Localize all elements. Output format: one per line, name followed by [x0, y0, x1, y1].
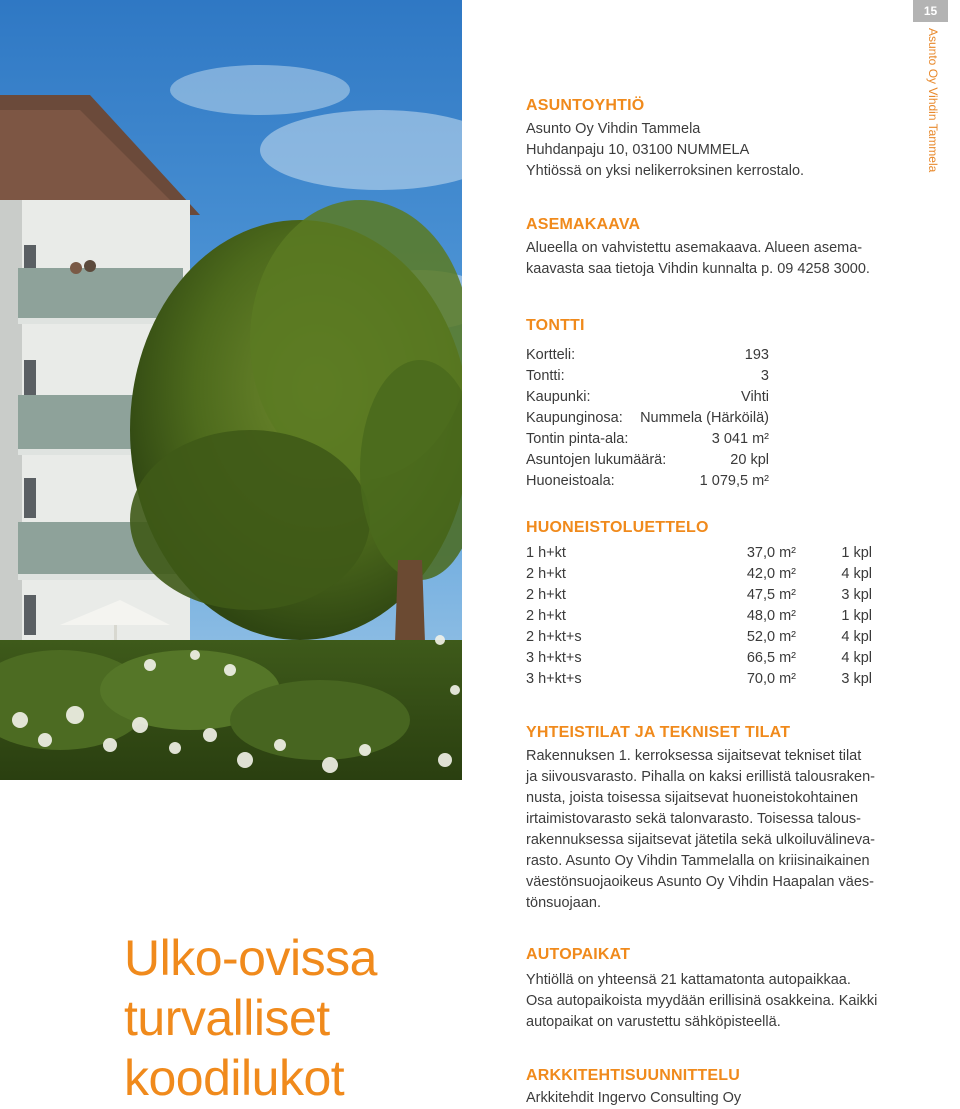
fact-label: Kaupunginosa:: [526, 410, 623, 426]
text-line: Asunto Oy Vihdin Tammela: [526, 121, 701, 137]
apartment-type: 2 h+kt+s: [526, 629, 582, 645]
text-line: irtaimistovarasto sekä talonvarasto. Toisessa talous-: [526, 811, 861, 827]
text-line: rasto. Asunto Oy Vihdin Tammelalla on kriisinaikainen: [526, 853, 870, 869]
apartment-count: 4 kpl: [841, 566, 872, 582]
apartment-count: 1 kpl: [841, 608, 872, 624]
section-autopaikat: [526, 945, 896, 1033]
fact-label: Tontin pinta-ala:: [526, 431, 629, 447]
fact-label: Tontti:: [526, 368, 565, 384]
fact-value: Vihti: [741, 389, 769, 405]
fact-value: 20 kpl: [730, 452, 769, 468]
pull-quote: [124, 928, 444, 1108]
fact-row: [526, 471, 769, 492]
apartment-row: [526, 606, 872, 627]
apartment-count: 3 kpl: [841, 587, 872, 603]
text-line: tönsuojaan.: [526, 895, 601, 911]
fact-value: 1 079,5 m²: [699, 473, 769, 489]
text-line: Yhtiöllä on yhteensä 21 kattamatonta autopaikkaa.: [526, 972, 851, 988]
apartment-count: 4 kpl: [841, 650, 872, 666]
side-running-title: Asunto Oy Vihdin Tammela: [926, 28, 940, 173]
text-line: Alueella on vahvistettu asemakaava. Alueen asema-: [526, 240, 863, 256]
fact-value: 3: [760, 368, 769, 384]
text-line: autopaikat on varustettu sähköpisteellä.: [526, 1014, 781, 1030]
text-line: Yhtiössä on yksi nelikerroksinen kerrostalo.: [526, 163, 805, 179]
section-tontti: [526, 316, 896, 492]
section-heading: ASUNTOYHTIÖ: [526, 97, 645, 114]
section-heading: HUONEISTOLUETTELO: [526, 519, 709, 536]
fact-label: Kortteli:: [526, 347, 576, 363]
apartment-area: 48,0 m²: [746, 608, 796, 624]
pull-quote-line: koodilukot: [124, 1050, 345, 1106]
pull-quote-line: Ulko-ovissa: [124, 930, 377, 986]
apartment-type: 3 h+kt+s: [526, 671, 582, 687]
page-number: 15: [913, 0, 948, 22]
apartment-row: [526, 669, 872, 690]
apartment-row: [526, 543, 872, 564]
apartment-type: 2 h+kt: [526, 608, 566, 624]
apartment-list: [526, 543, 872, 690]
apartment-area: 37,0 m²: [746, 545, 796, 561]
section-heading: ASEMAKAAVA: [526, 216, 641, 233]
section-yhteistilat: [526, 723, 896, 914]
fact-row: [526, 366, 769, 387]
text-line: kaavasta saa tietoja Vihdin kunnalta p. 09 4258 3000.: [526, 261, 870, 277]
section-arkkitehtisuunnittelu: [526, 1066, 896, 1109]
fact-value: 193: [744, 347, 769, 363]
text-line: rakennuksessa sijaitsevat jätetila sekä ulkoiluvälineva-: [526, 832, 875, 848]
text-line: Rakennuksen 1. kerroksessa sijaitsevat tekniset tilat: [526, 748, 862, 764]
building-photo: [0, 0, 462, 780]
fact-row: [526, 345, 769, 366]
apartment-row: [526, 585, 872, 606]
plot-facts: [526, 345, 769, 492]
apartment-row: [526, 648, 872, 669]
apartment-area: 66,5 m²: [746, 650, 796, 666]
fact-label: Huoneistoala:: [526, 473, 615, 489]
section-heading: ARKKITEHTISUUNNITTELU: [526, 1067, 740, 1084]
fact-row: [526, 450, 769, 471]
text-line: Osa autopaikoista myydään erillisinä osakkeina. Kaikki: [526, 993, 878, 1009]
fact-label: Asuntojen lukumäärä:: [526, 452, 667, 468]
fact-row: [526, 429, 769, 450]
apartment-count: 1 kpl: [841, 545, 872, 561]
apartment-count: 4 kpl: [841, 629, 872, 645]
fact-row: [526, 408, 769, 429]
apartment-row: [526, 564, 872, 585]
text-line: väestönsuojaoikeus Asunto Oy Vihdin Haapalan väes-: [526, 874, 874, 890]
section-heading: TONTTI: [526, 317, 585, 334]
text-line: nusta, joista toisessa sijaitsevat huoneistokohtainen: [526, 790, 859, 806]
section-heading: YHTEISTILAT JA TEKNISET TILAT: [526, 724, 791, 741]
apartment-type: 2 h+kt: [526, 587, 566, 603]
apartment-type: 2 h+kt: [526, 566, 566, 582]
apartment-area: 42,0 m²: [746, 566, 796, 582]
apartment-area: 47,5 m²: [746, 587, 796, 603]
fact-label: Kaupunki:: [526, 389, 591, 405]
apartment-type: 1 h+kt: [526, 545, 566, 561]
text-line: Arkkitehdit Ingervo Consulting Oy: [526, 1090, 742, 1106]
building-illustration: [0, 0, 462, 780]
fact-row: [526, 387, 769, 408]
section-asemakaava: [526, 215, 896, 280]
section-huoneistoluettelo: [526, 518, 896, 690]
text-line: ja siivousvarasto. Pihalla on kaksi erillistä talousraken-: [526, 769, 875, 785]
apartment-area: 70,0 m²: [746, 671, 796, 687]
apartment-area: 52,0 m²: [746, 629, 796, 645]
apartment-type: 3 h+kt+s: [526, 650, 582, 666]
section-heading: AUTOPAIKAT: [526, 946, 631, 963]
apartment-row: [526, 627, 872, 648]
pull-quote-line: turvalliset: [124, 990, 330, 1046]
fact-value: Nummela (Härköilä): [640, 410, 769, 426]
fact-value: 3 041 m²: [711, 431, 769, 447]
text-line: Huhdanpaju 10, 03100 NUMMELA: [526, 142, 750, 158]
section-asuntoyhtio: [526, 96, 896, 182]
apartment-count: 3 kpl: [841, 671, 872, 687]
